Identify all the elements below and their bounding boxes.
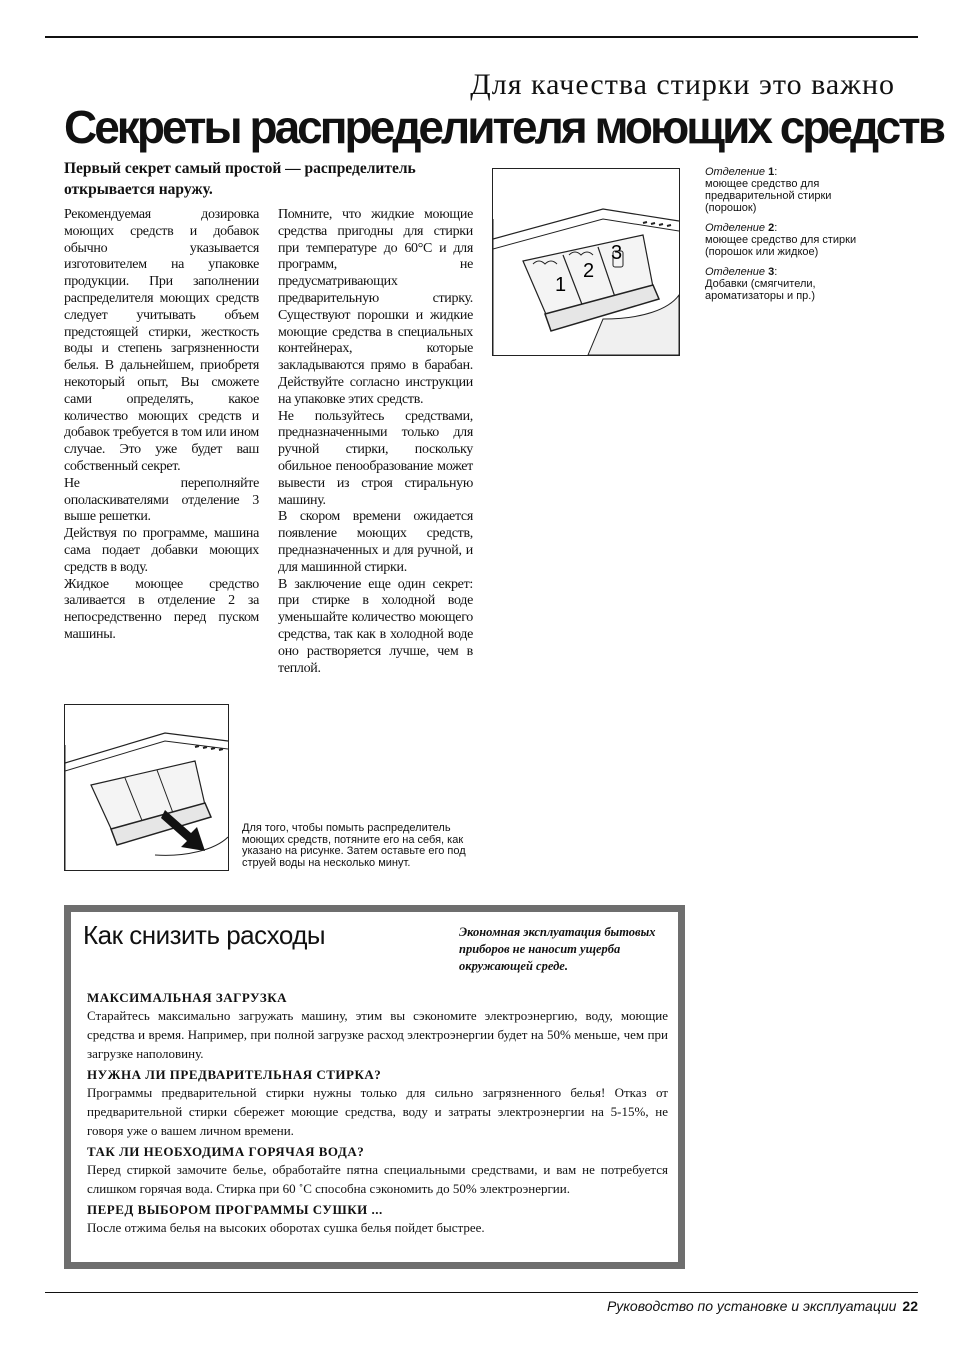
compartment-label-1: 1 (555, 274, 567, 296)
compartment-label-2: 2 (583, 260, 595, 282)
bottom-rule (45, 1292, 918, 1293)
section-text: Перед стиркой замочите белье, обработайте пятна специальными средствами, и вам не потребуется слишком горячая вода. Стирка при 60 ˚С способна сэкономить до 50% электроэнергии. (87, 1162, 668, 1196)
section-text: Старайтесь максимально загружать машину, этим вы сэкономите электроэнергию, воду, моющие средства и время. Например, при полной загрузке расход электроэнергии будет на 50% меньше, чем при загрузке наполовину. (87, 1008, 668, 1061)
caption-compartment-1: Отделение 1: моющее средство для предварительной стирки (порошок) (705, 166, 832, 214)
top-rule (45, 36, 918, 38)
paragraph: Не пользуйтесь средствами, предназначенными только для ручной стирки, поскольку обильное пенообразование может вывести из строя стиральную машину. (278, 408, 473, 508)
savings-section (87, 1144, 668, 1198)
section-kicker: Для качества стирки это важно (470, 68, 895, 101)
section-heading: МАКСИМАЛЬНАЯ ЗАГРУЗКА (87, 990, 288, 1005)
dispenser-removal-drawing (65, 705, 228, 870)
paragraph: Жидкое моющее средство заливается в отделение 2 за непосредственно перед пуском машины. (64, 576, 259, 642)
dispenser-compartments-illustration (492, 168, 680, 356)
savings-title: Как снизить расходы (83, 920, 326, 950)
savings-section (87, 990, 668, 1063)
removal-caption: Для того, чтобы помыть распределитель моющих средств, потяните его на себя, как указано на рисунке. Затем оставьте его под струей воды на несколько минут. (242, 822, 466, 869)
section-heading: ПЕРЕД ВЫБОРОМ ПРОГРАММЫ СУШКИ ... (87, 1202, 383, 1217)
dispenser-drawing (493, 169, 679, 355)
dispenser-removal-illustration (64, 704, 229, 871)
manual-title: Руководство по установке и эксплуатации (606, 1298, 897, 1314)
section-heading: НУЖНА ЛИ ПРЕДВАРИТЕЛЬНАЯ СТИРКА? (87, 1067, 382, 1082)
caption-compartment-2: Отделение 2: моющее средство для стирки (порошок или жидкое) (705, 222, 857, 258)
page-footer (480, 1298, 918, 1314)
lead-paragraph: Первый секрет самый простой — распределитель открывается наружу. (64, 160, 416, 198)
savings-box (64, 905, 685, 1269)
compartment-label-3: 3 (611, 242, 623, 264)
savings-sections (87, 990, 668, 1241)
text-column-left (64, 207, 259, 644)
text-column-right (278, 207, 473, 677)
compartment-captions (705, 166, 880, 310)
paragraph: Не переполняйте ополаскивателями отделение 3 выше решетки. (64, 475, 259, 525)
paragraph: В заключение еще один секрет: при стирке в холодной воде уменьшайте количество моющего средства, так как в холодной воде оно растворяется лучше, чем в теплой. (278, 576, 473, 676)
section-heading: ТАК ЛИ НЕОБХОДИМА ГОРЯЧАЯ ВОДА? (87, 1144, 365, 1159)
caption-compartment-3: Отделение 3: Добавки (смягчители, ароматизаторы и пр.) (705, 266, 816, 302)
paragraph: Рекомендуемая дозировка моющих средств и добавок обычно указывается изготовителем на упаковке продукции. При заполнении распределителя моющих средств следует учитывать объем предстоящей стирки, жесткость воды и степень загрязненности белья. В дальнейшем, приобретя некоторый опыт, Вы сможете сами определять, какое количество моющих средств и добавок требуется в том или ином случае. Это уже будет ваш собственный секрет. (64, 207, 259, 474)
page-title: Секреты распределителя моющих средств (64, 101, 943, 153)
savings-motto: Экономная эксплуатация бытовых приборов не наносит ущерба окружающей среде. (459, 925, 656, 973)
savings-section (87, 1067, 668, 1140)
paragraph: Помните, что жидкие моющие средства пригодны для стирки при температуре до 60°С и для программ, не предусматривающих предварительную стирку. Существуют порошки и жидкие моющие средства в специальных контейнерах, которые закладываются прямо в барабан. Действуйте согласно инструкции на упаковке этих средств. (278, 207, 473, 407)
section-text: Программы предварительной стирки нужны только для сильно загрязненного белья! Отказ от предварительной стирки сбережет моющие средства, воду и затраты электроэнергии на 5-15%, не говоря уже о вашем личном времени. (87, 1085, 668, 1138)
section-text: После отжима белья на высоких оборотах сушка белья пойдет быстрее. (87, 1220, 485, 1235)
paragraph: В скором времени ожидается появление моющих средств, предназначенных и для ручной, и для машинной стирки. (278, 509, 473, 575)
page-number: 22 (902, 1298, 918, 1314)
savings-section (87, 1202, 668, 1237)
paragraph: Действуя по программе, машина сама подает добавки моющих средств в воду. (64, 526, 259, 575)
